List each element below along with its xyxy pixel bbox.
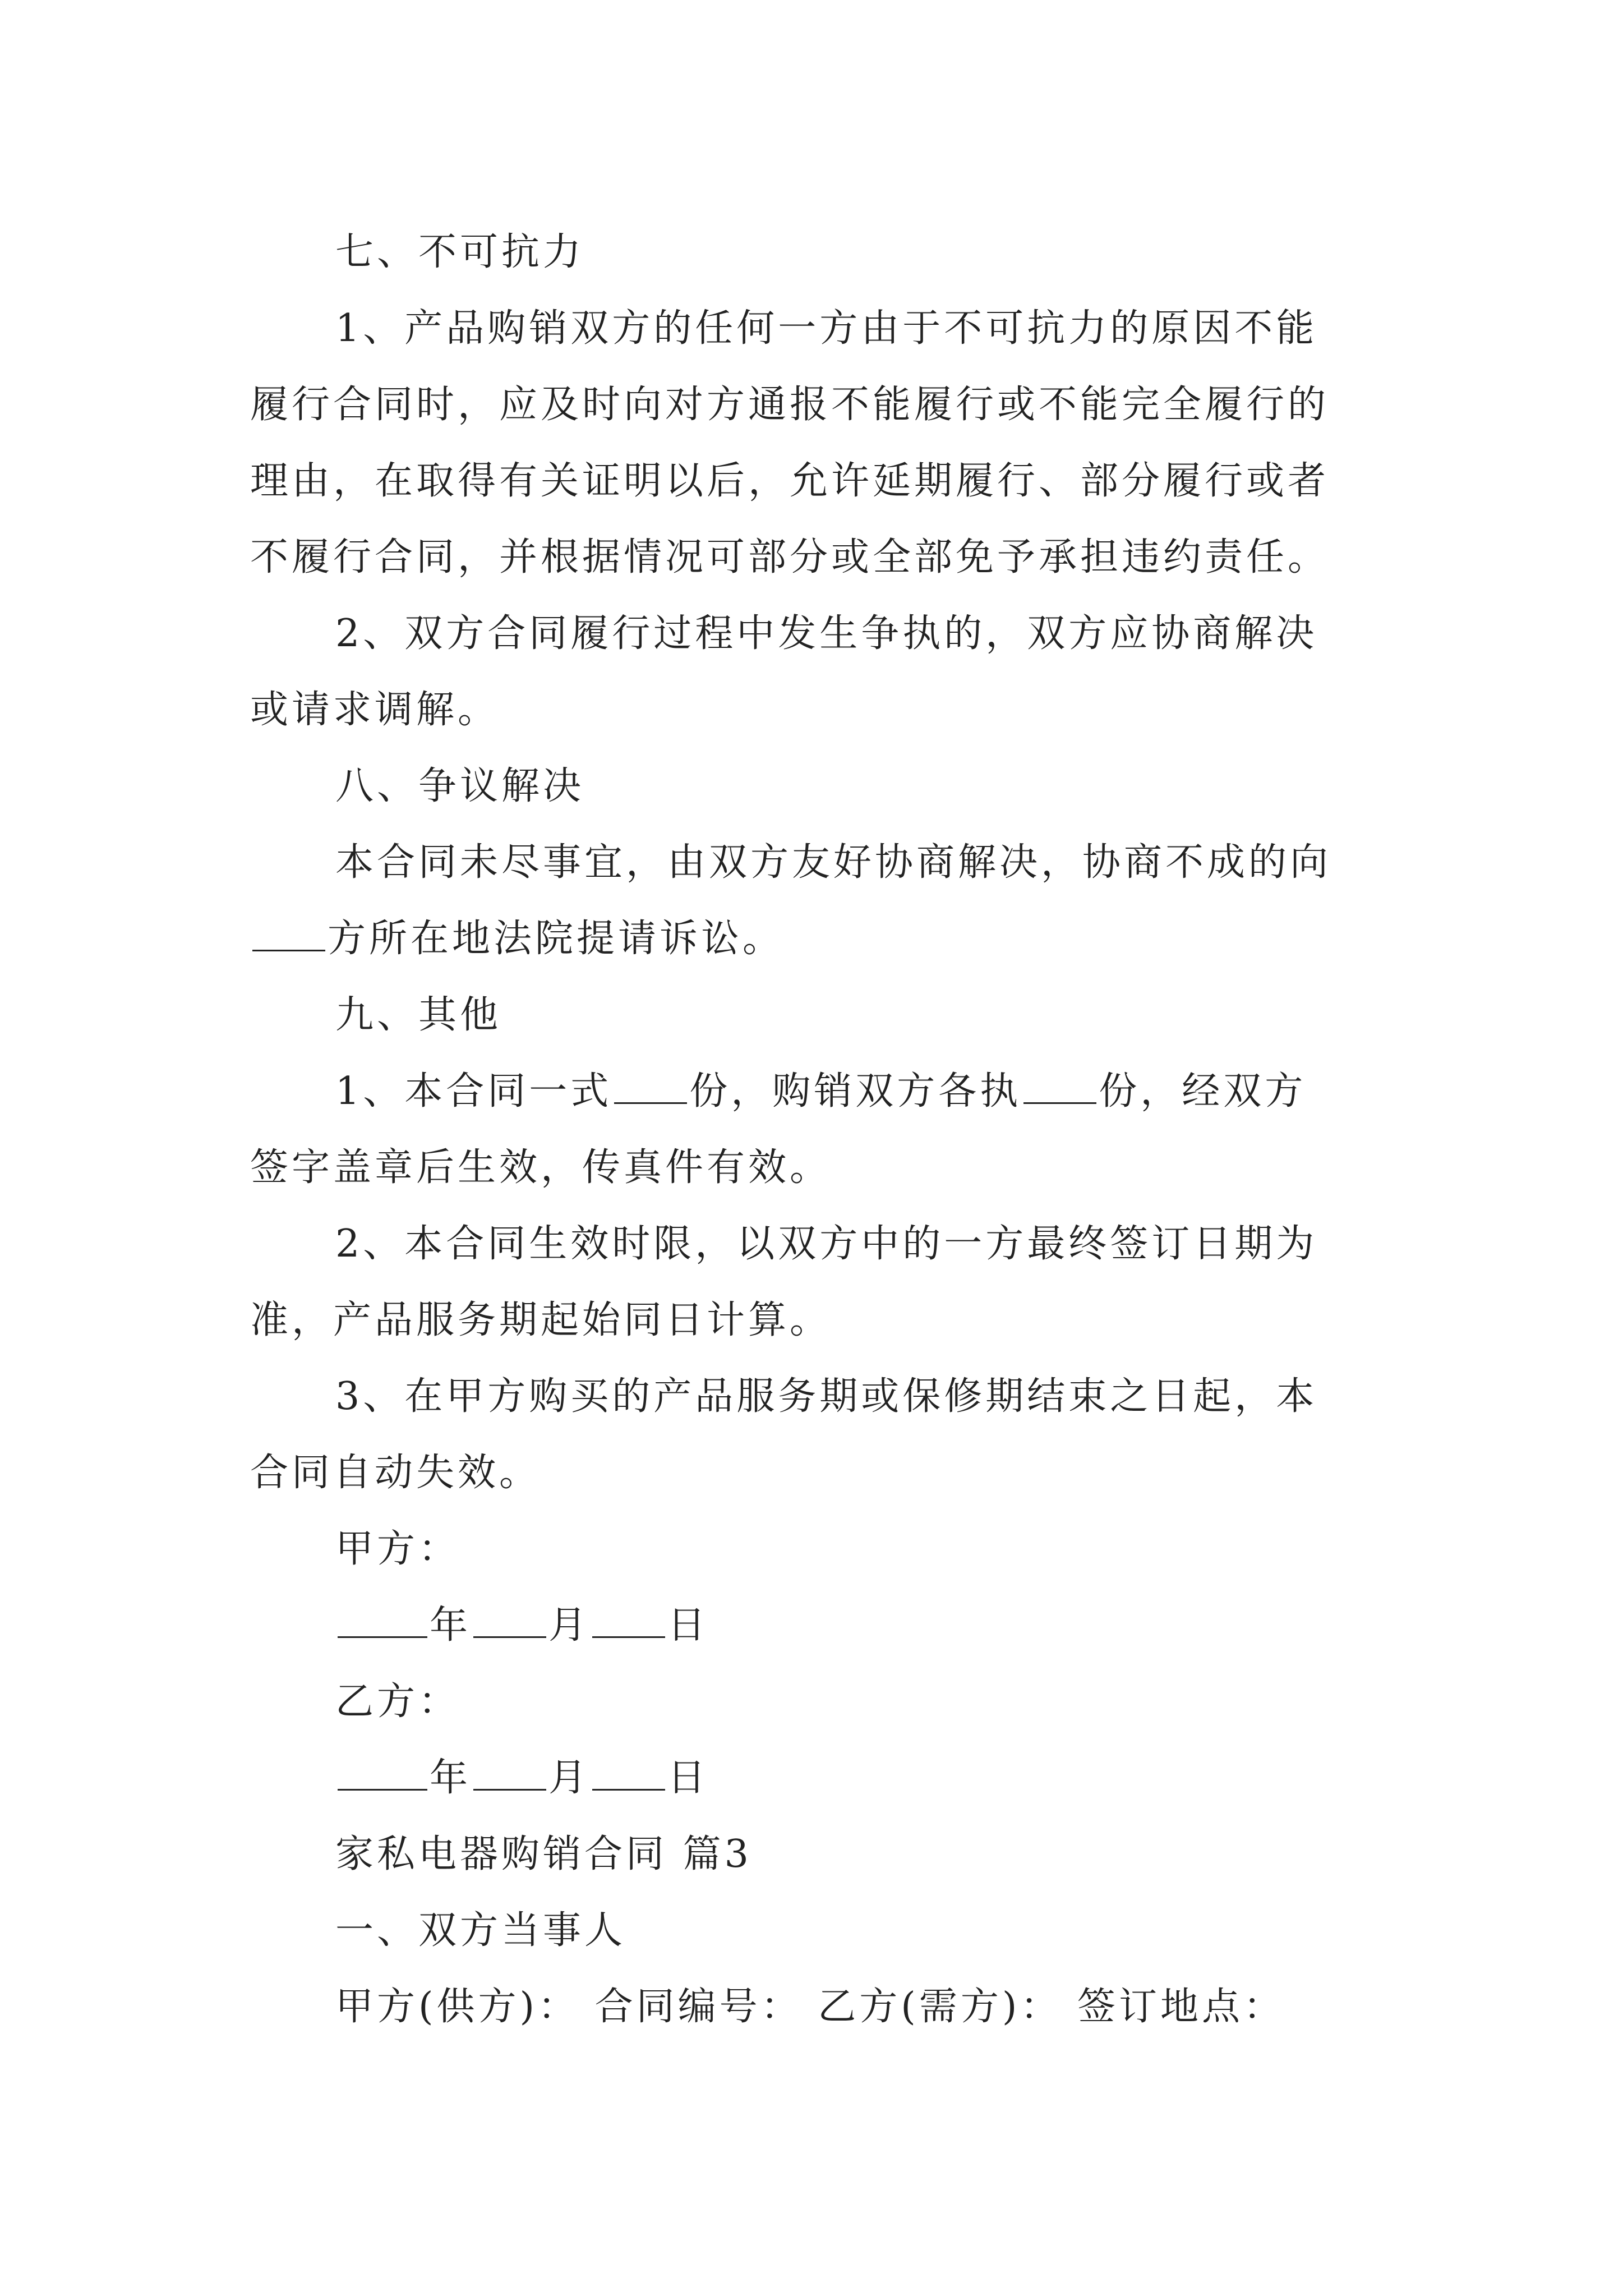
day-label: 日	[667, 1603, 709, 1648]
party-b-date	[250, 1740, 1389, 1816]
blank-day	[592, 1598, 665, 1638]
document-page	[250, 214, 1389, 2045]
blank-year	[338, 1751, 427, 1791]
section-8-line-2-text: 方所在地法院提请诉讼。	[328, 917, 785, 961]
party-b-label: 乙方：	[335, 1680, 460, 1724]
party-a-date	[250, 1588, 1389, 1664]
year-label: 年	[430, 1756, 472, 1800]
section-8-line-1: 本合同未尽事宜，由双方友好协商解决，协商不成的向	[335, 840, 1332, 885]
section-7-clause-2-line-2: 或请求调解。	[250, 688, 500, 732]
blank-copies-each	[1023, 1064, 1096, 1104]
contract-3-section-1-heading: 一、双方当事人	[335, 1908, 626, 1953]
day-label: 日	[667, 1756, 709, 1800]
clause-1-part-b: 份，购销双方各执	[689, 1069, 1022, 1114]
section-8-line-2	[250, 901, 1389, 977]
section-9-clause-3-line-1: 3、在甲方购买的产品服务期或保修期结束之日起，本	[335, 1374, 1318, 1419]
party-a-label: 甲方：	[335, 1527, 460, 1571]
blank-court-party	[252, 912, 325, 951]
section-7-heading: 七、不可抗力	[335, 230, 585, 274]
section-8-heading: 八、争议解决	[335, 764, 585, 808]
blank-day	[592, 1751, 665, 1791]
section-7-clause-1-line-2: 履行合同时，应及时向对方通报不能履行或不能完全履行的	[250, 383, 1330, 427]
contract-3-party-fields: 甲方(供方)： 合同编号： 乙方(需方)： 签订地点：	[335, 1985, 1285, 2029]
month-label: 月	[548, 1603, 591, 1648]
section-7-clause-2-line-1: 2、双方合同履行过程中发生争执的，双方应协商解决	[335, 611, 1318, 656]
section-7-clause-1-line-4: 不履行合同，并根据情况可部分或全部免予承担违约责任。	[250, 535, 1330, 579]
section-9-clause-1-line-2: 签字盖章后生效，传真件有效。	[250, 1145, 832, 1190]
blank-copies-total	[614, 1064, 687, 1104]
month-label: 月	[548, 1756, 591, 1800]
blank-year	[338, 1598, 427, 1638]
blank-month	[473, 1598, 546, 1638]
clause-1-part-a: 1、本合同一式	[335, 1069, 612, 1114]
section-9-clause-1-line-1	[250, 1053, 1389, 1130]
blank-month	[473, 1751, 546, 1791]
section-9-clause-3-line-2: 合同自动失效。	[250, 1451, 541, 1495]
contract-3-title: 家私电器购销合同 篇3	[335, 1832, 752, 1876]
section-7-clause-1-line-3: 理由，在取得有关证明以后，允许延期履行、部分履行或者	[250, 459, 1330, 503]
clause-1-part-c: 份，经双方	[1099, 1069, 1307, 1114]
section-9-clause-2-line-2: 准，产品服务期起始同日计算。	[250, 1298, 832, 1342]
year-label: 年	[430, 1603, 472, 1648]
section-9-heading: 九、其他	[335, 993, 502, 1037]
section-9-clause-2-line-1: 2、本合同生效时限，以双方中的一方最终签订日期为	[335, 1222, 1318, 1266]
section-7-clause-1-line-1: 1、产品购销双方的任何一方由于不可抗力的原因不能	[335, 306, 1318, 351]
